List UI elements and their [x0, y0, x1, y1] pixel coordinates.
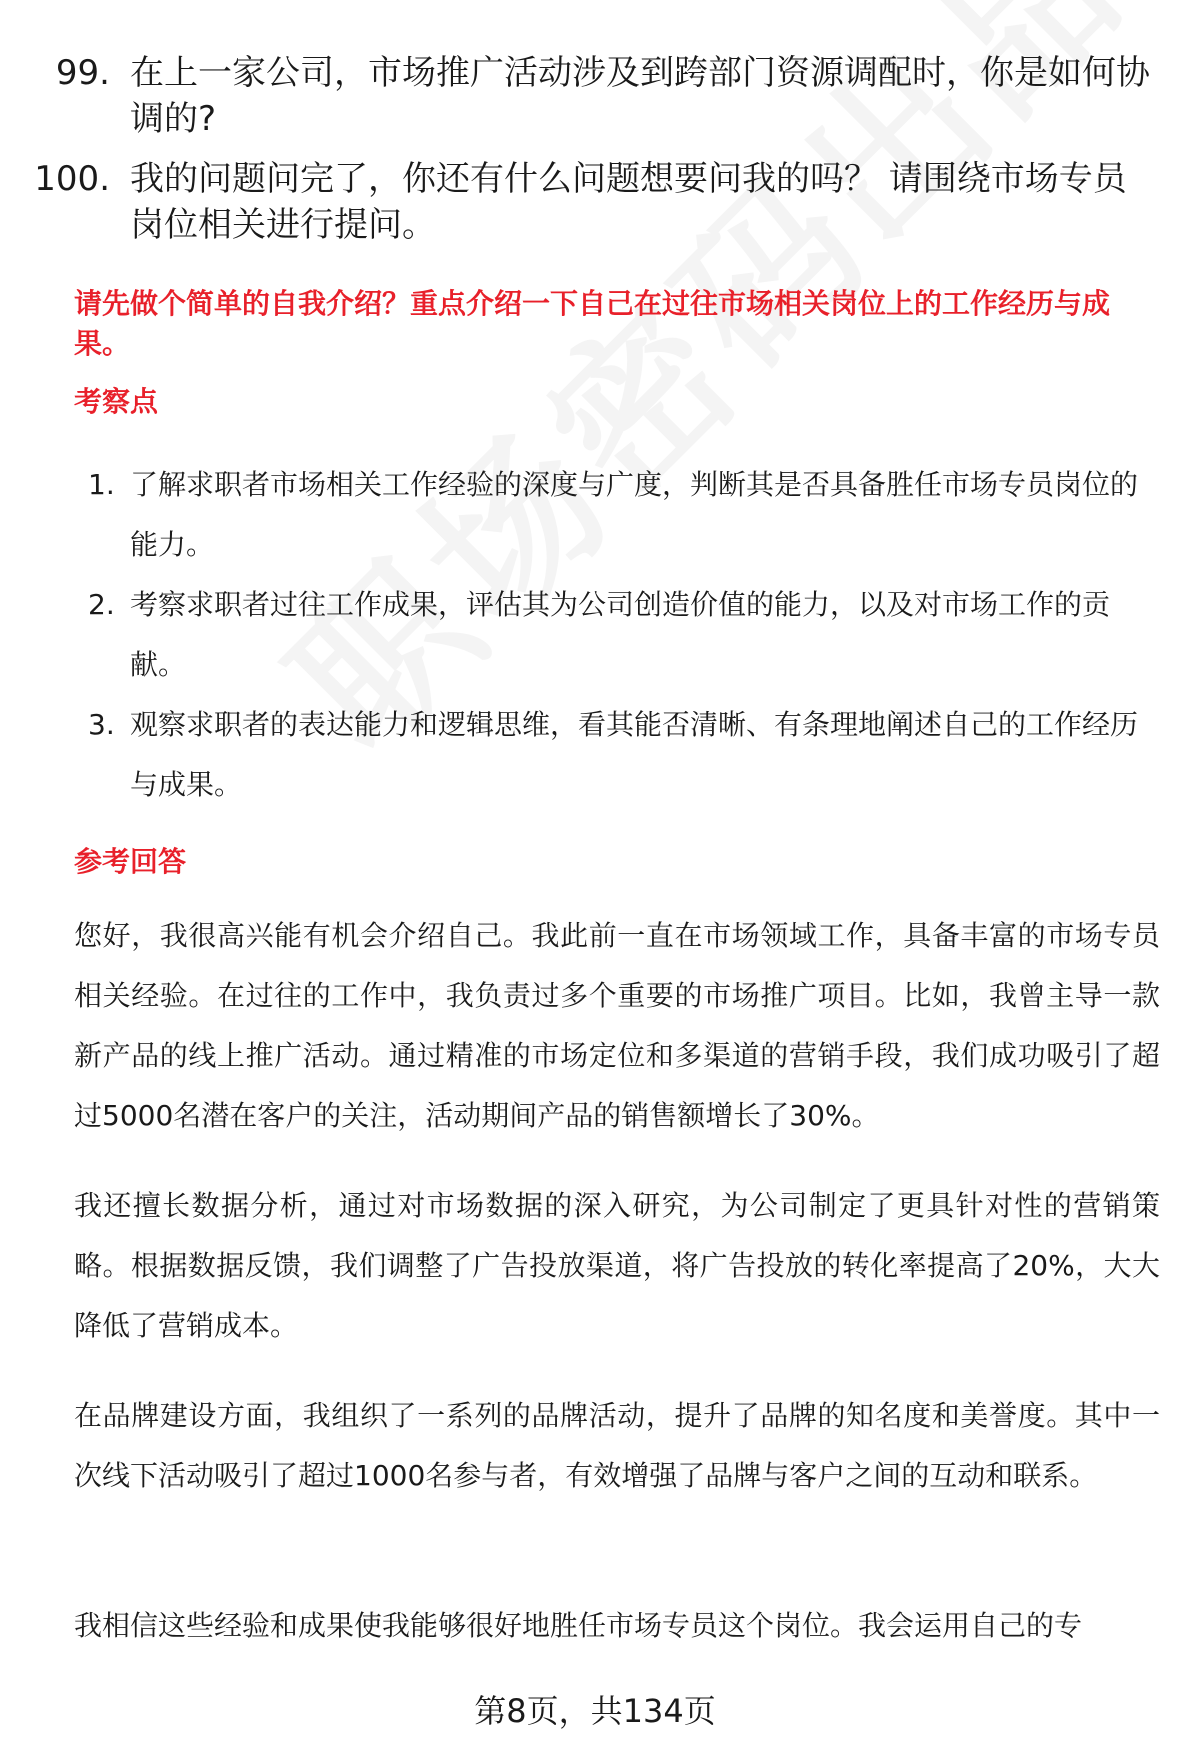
list-number: 1. — [88, 468, 115, 501]
list-number: 2. — [88, 588, 115, 621]
list-item — [0, 455, 1190, 575]
answer-paragraph: 在品牌建设方面，我组织了一系列的品牌活动，提升了品牌的知名度和美誉度。其中一次线下活动吸引了超过1000名参与者，有效增强了品牌与客户之间的互动和联系。 — [74, 1399, 1160, 1492]
question-title: 请先做个简单的自我介绍？重点介绍一下自己在过往市场相关岗位上的工作经历与成果。 — [74, 287, 1111, 360]
page-footer: 第8页，共134页 — [474, 1692, 716, 1730]
list-item — [0, 575, 1190, 695]
answer-heading: 参考回答 — [74, 845, 187, 878]
list-text: 考察求职者过往工作成果，评估其为公司创造价值的能力，以及对市场工作的贡献。 — [130, 588, 1111, 681]
list-item — [0, 695, 1190, 815]
question-item — [0, 50, 1190, 142]
question-item — [0, 156, 1190, 248]
question-text: 我的问题问完了，你还有什么问题想要问我的吗？ 请围绕市场专员岗位相关进行提问。 — [130, 159, 1127, 245]
answer-paragraph: 我相信这些经验和成果使我能够很好地胜任市场专员这个岗位。我会运用自己的专 — [74, 1609, 1083, 1642]
examine-heading: 考察点 — [74, 385, 159, 418]
question-number: 99. — [55, 53, 110, 93]
question-number: 100. — [34, 159, 110, 199]
question-text: 在上一家公司，市场推广活动涉及到跨部门资源调配时，你是如何协调的? — [130, 53, 1150, 139]
list-text: 了解求职者市场相关工作经验的深度与广度，判断其是否具备胜任市场专员岗位的能力。 — [130, 468, 1139, 561]
question-list — [0, 50, 1190, 262]
examine-list — [0, 455, 1190, 815]
answer-paragraph: 您好，我很高兴能有机会介绍自己。我此前一直在市场领域工作，具备丰富的市场专员相关经验。在过往的工作中，我负责过多个重要的市场推广项目。比如，我曾主导一款新产品的线上推广活动。通过精准的市场定位和多渠道的营销手段，我们成功吸引了超过5000名潜在客户的关注，活动期间产品的销售额增长了30%。 — [74, 919, 1160, 1132]
list-number: 3. — [88, 708, 115, 741]
list-text: 观察求职者的表达能力和逻辑思维，看其能否清晰、有条理地阐述自己的工作经历与成果。 — [130, 708, 1139, 801]
answer-paragraph: 我还擅长数据分析，通过对市场数据的深入研究，为公司制定了更具针对性的营销策略。根据数据反馈，我们调整了广告投放渠道，将广告投放的转化率提高了20%，大大降低了营销成本。 — [74, 1189, 1160, 1342]
